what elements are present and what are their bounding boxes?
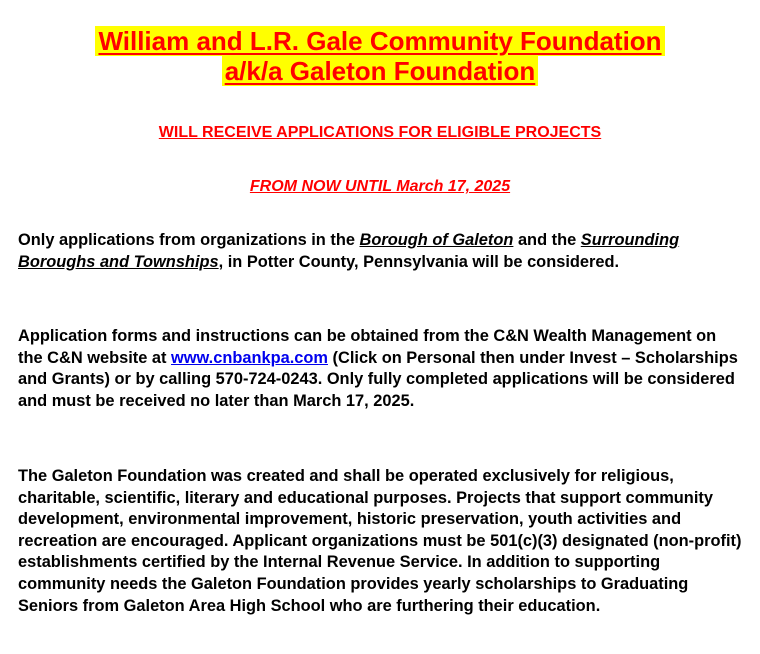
eligibility-paragraph — [18, 230, 742, 273]
instructions-paragraph — [18, 326, 742, 412]
about-paragraph: The Galeton Foundation was created and shall be operated exclusively for religious, charitable, scientific, literary and educational purposes. Projects that support community development, environmental improvement, historic preservation, youth activities and recreation are encouraged. Applicant organizations must be 501(c)(3) designated (non-profit) establishments certified by the Internal Revenue Service. In addition to supporting community needs the Galeton Foundation provides yearly scholarships to Graduating Seniors from Galeton Area High School who are furthering their education. — [18, 467, 742, 615]
eligibility-emphasis-borough: Borough of Galeton — [359, 231, 514, 249]
eligibility-text-after: , in Potter County, Pennsylvania will be considered. — [218, 252, 620, 271]
page-title — [0, 26, 760, 86]
instructions-text-after: (Click on Personal then under Invest – Scholarships and Grants) or by calling 570-724-0243. Only fully completed applications will be considered and must be received no later than March 17, 2025. — [18, 348, 738, 410]
deadline-banner: FROM NOW UNTIL March 17, 2025 — [249, 178, 511, 195]
instructions-text-before: Application forms and instructions can be obtained from the C&N Wealth Management on the C&N website at — [18, 327, 717, 367]
eligibility-text-middle: and the — [513, 231, 581, 249]
subtitle: WILL RECEIVE APPLICATIONS FOR ELIGIBLE PROJECTS — [158, 124, 602, 141]
website-link[interactable]: www.cnbankpa.com — [171, 348, 328, 367]
title-line-1: William and L.R. Gale Community Foundation — [95, 26, 664, 56]
title-line-2: a/k/a Galeton Foundation — [222, 56, 539, 86]
eligibility-text-before: Only applications from organizations in the — [18, 231, 360, 249]
eligibility-emphasis-surrounding: Surrounding Boroughs and Townships — [18, 231, 680, 271]
